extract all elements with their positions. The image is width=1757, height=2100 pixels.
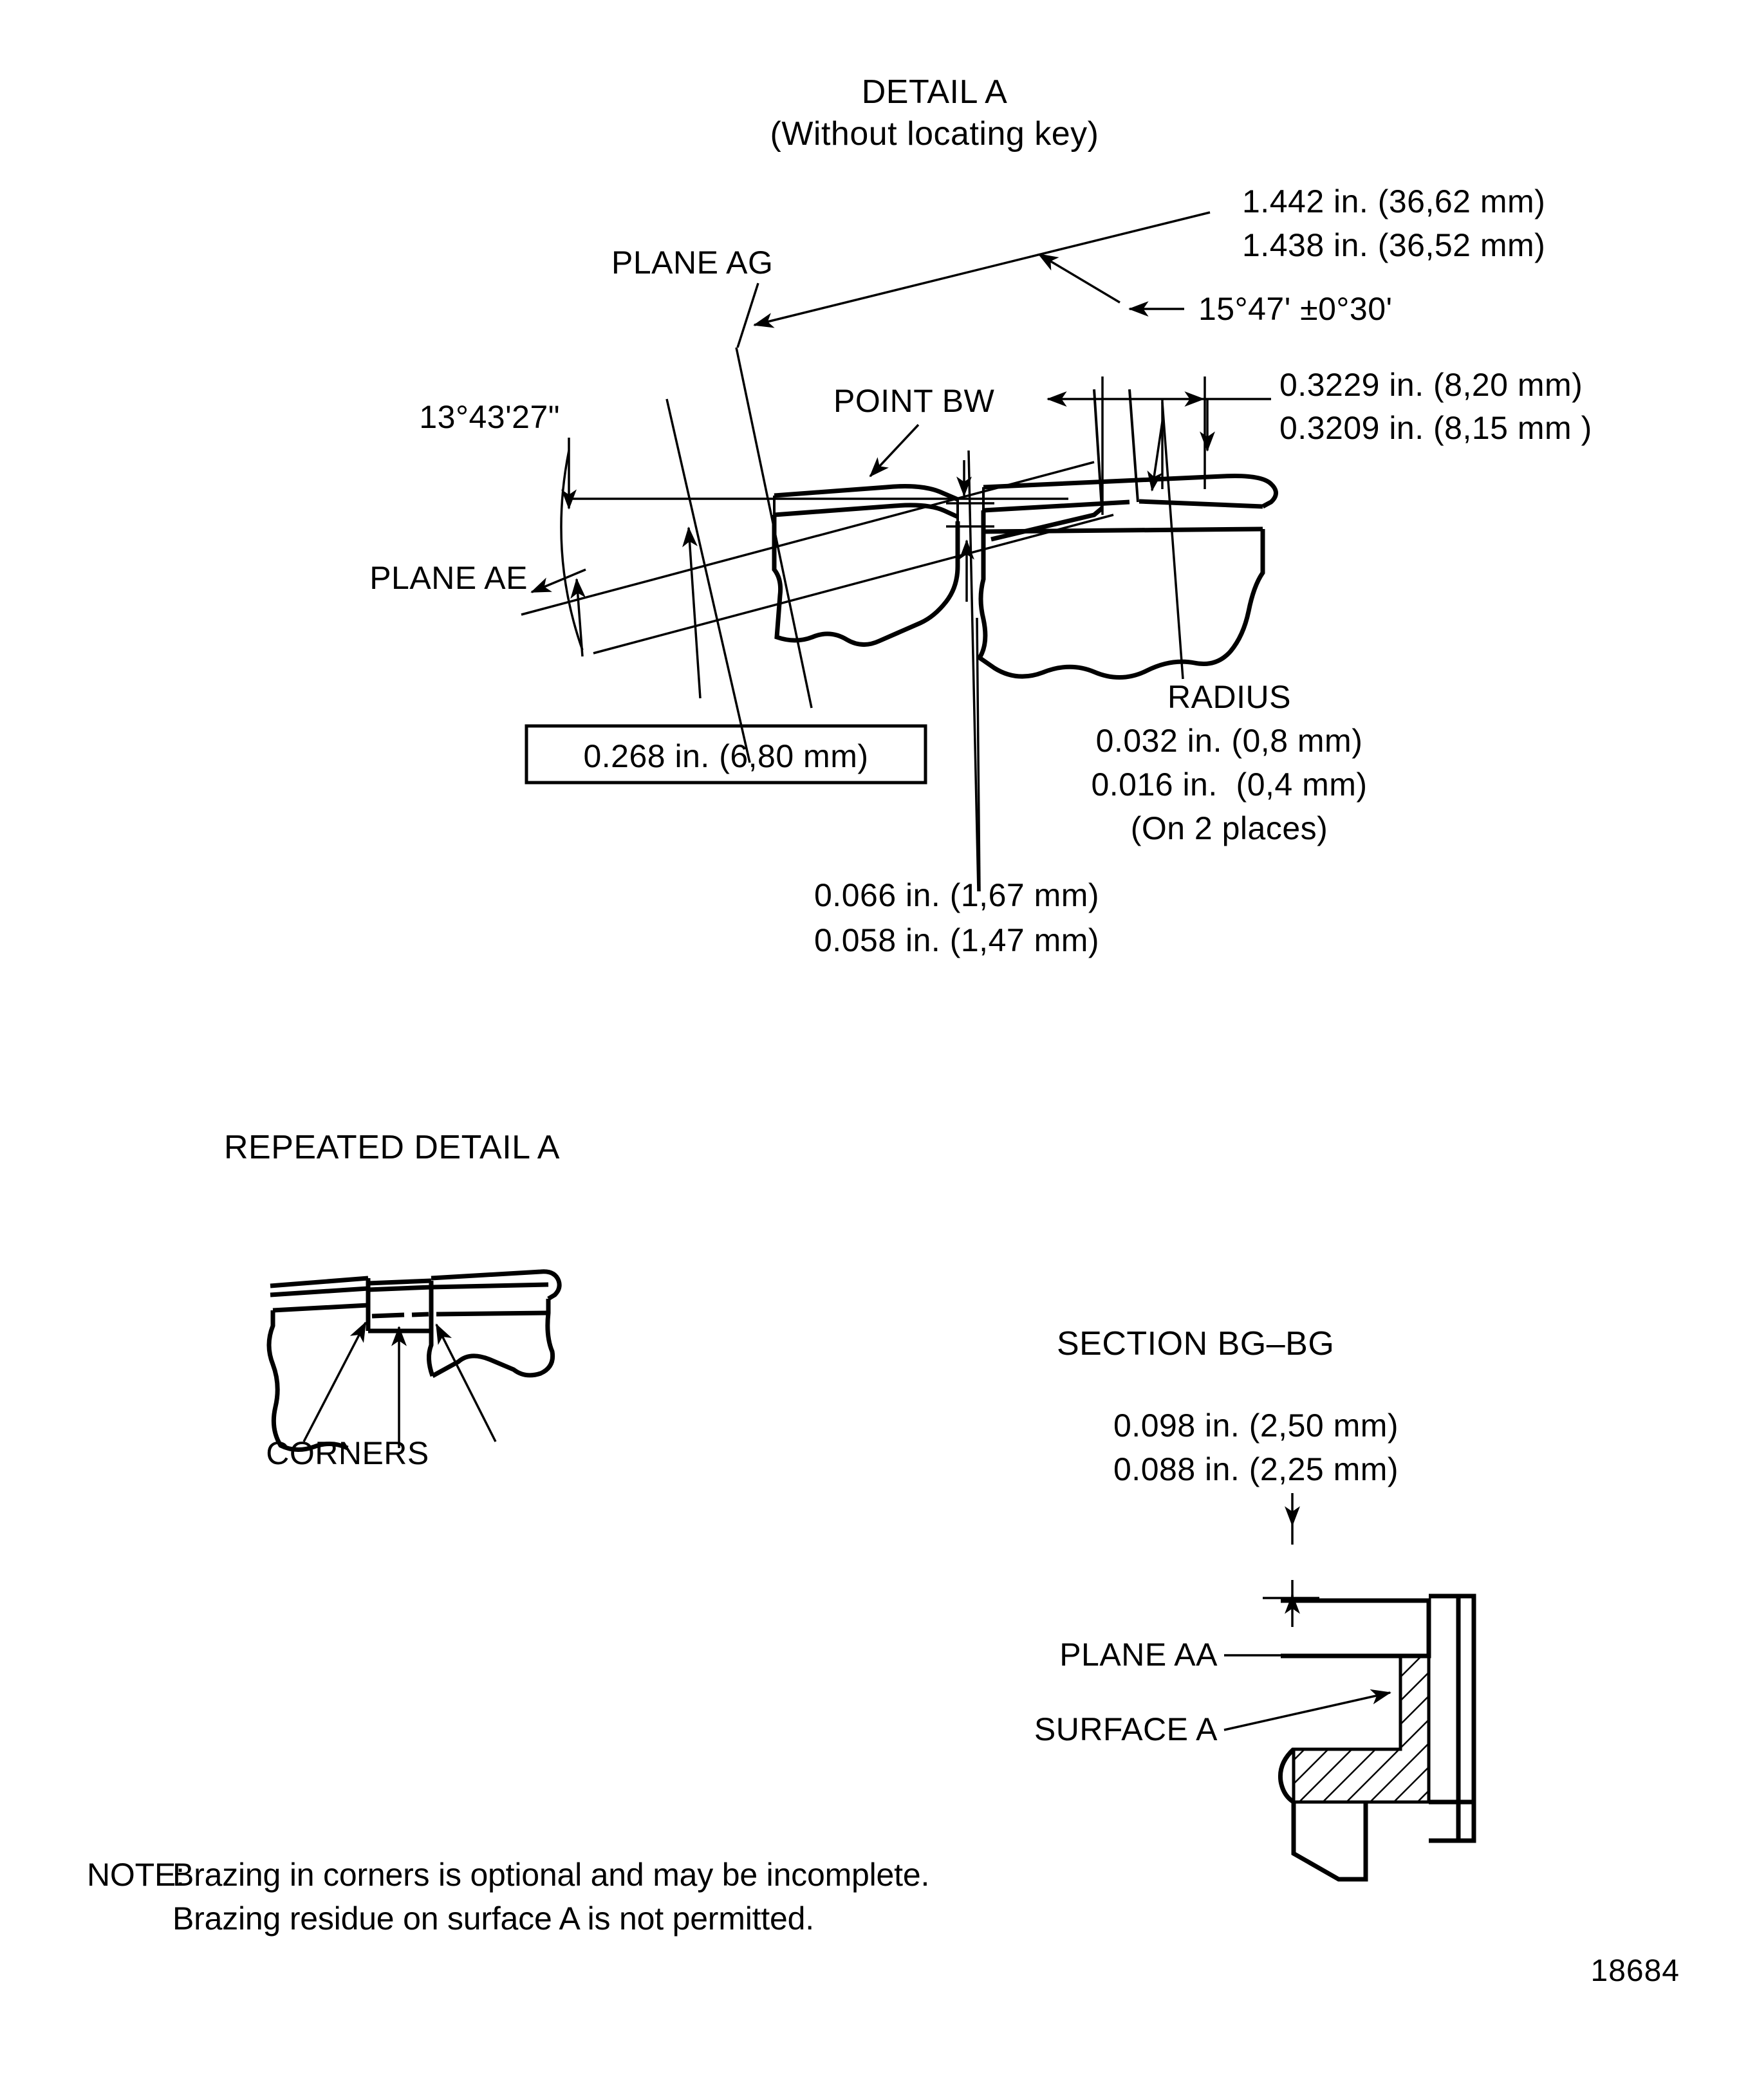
section-thickness-min: 0.088 in. (2,25 mm) (1113, 1451, 1399, 1487)
repeated-detail-title: REPEATED DETAIL A (224, 1129, 560, 1166)
angle-left-label: 13°43'27" (419, 399, 560, 435)
radius-line3: (On 2 places) (1130, 810, 1328, 846)
section-bg-geometry (1224, 1493, 1474, 1879)
plane-ag-label: PLANE AG (611, 245, 774, 281)
note-line1: Brazing in corners is optional and may be incomplete. (172, 1857, 930, 1893)
detail-a-title-line2: (Without locating key) (770, 115, 1099, 153)
gap-min-dim: 0.058 in. (1,47 mm) (814, 922, 1100, 958)
radius-heading: RADIUS (1167, 679, 1291, 715)
note-prefix: NOTE: (87, 1857, 185, 1893)
plane-aa-label: PLANE AA (1059, 1637, 1218, 1673)
detail-a-part-geometry (774, 389, 1276, 678)
boxed-dimension-text: 0.268 in. (6,80 mm) (583, 738, 869, 774)
detail-a-title-line1: DETAIL A (861, 73, 1008, 111)
section-bg-title: SECTION BG–BG (1057, 1325, 1335, 1362)
gap-max-dim: 0.066 in. (1,67 mm) (814, 877, 1100, 913)
corners-label: CORNERS (266, 1435, 429, 1471)
radius-line2: 0.016 in. (0,4 mm) (1091, 767, 1368, 803)
length-max-dim: 1.442 in. (36,62 mm) (1242, 183, 1546, 219)
radius-line1: 0.032 in. (0,8 mm) (1095, 723, 1363, 759)
point-bw-label: POINT BW (833, 383, 995, 419)
surface-a-label: SURFACE A (1034, 1711, 1218, 1747)
width-max-dim: 0.3229 in. (8,20 mm) (1279, 367, 1583, 403)
repeated-detail-geometry (269, 1272, 559, 1450)
detail-a-construction-lines (521, 348, 1205, 891)
width-min-dim: 0.3209 in. (8,15 mm ) (1279, 410, 1592, 446)
plane-ae-label: PLANE AE (369, 560, 528, 596)
drawing-number: 18684 (1590, 1954, 1680, 1988)
note-line2: Brazing residue on surface A is not permitted. (172, 1900, 814, 1937)
taper-angle-dim: 15°47' ±0°30' (1198, 291, 1393, 327)
section-thickness-max: 0.098 in. (2,50 mm) (1113, 1408, 1399, 1444)
length-min-dim: 1.438 in. (36,52 mm) (1242, 227, 1546, 263)
